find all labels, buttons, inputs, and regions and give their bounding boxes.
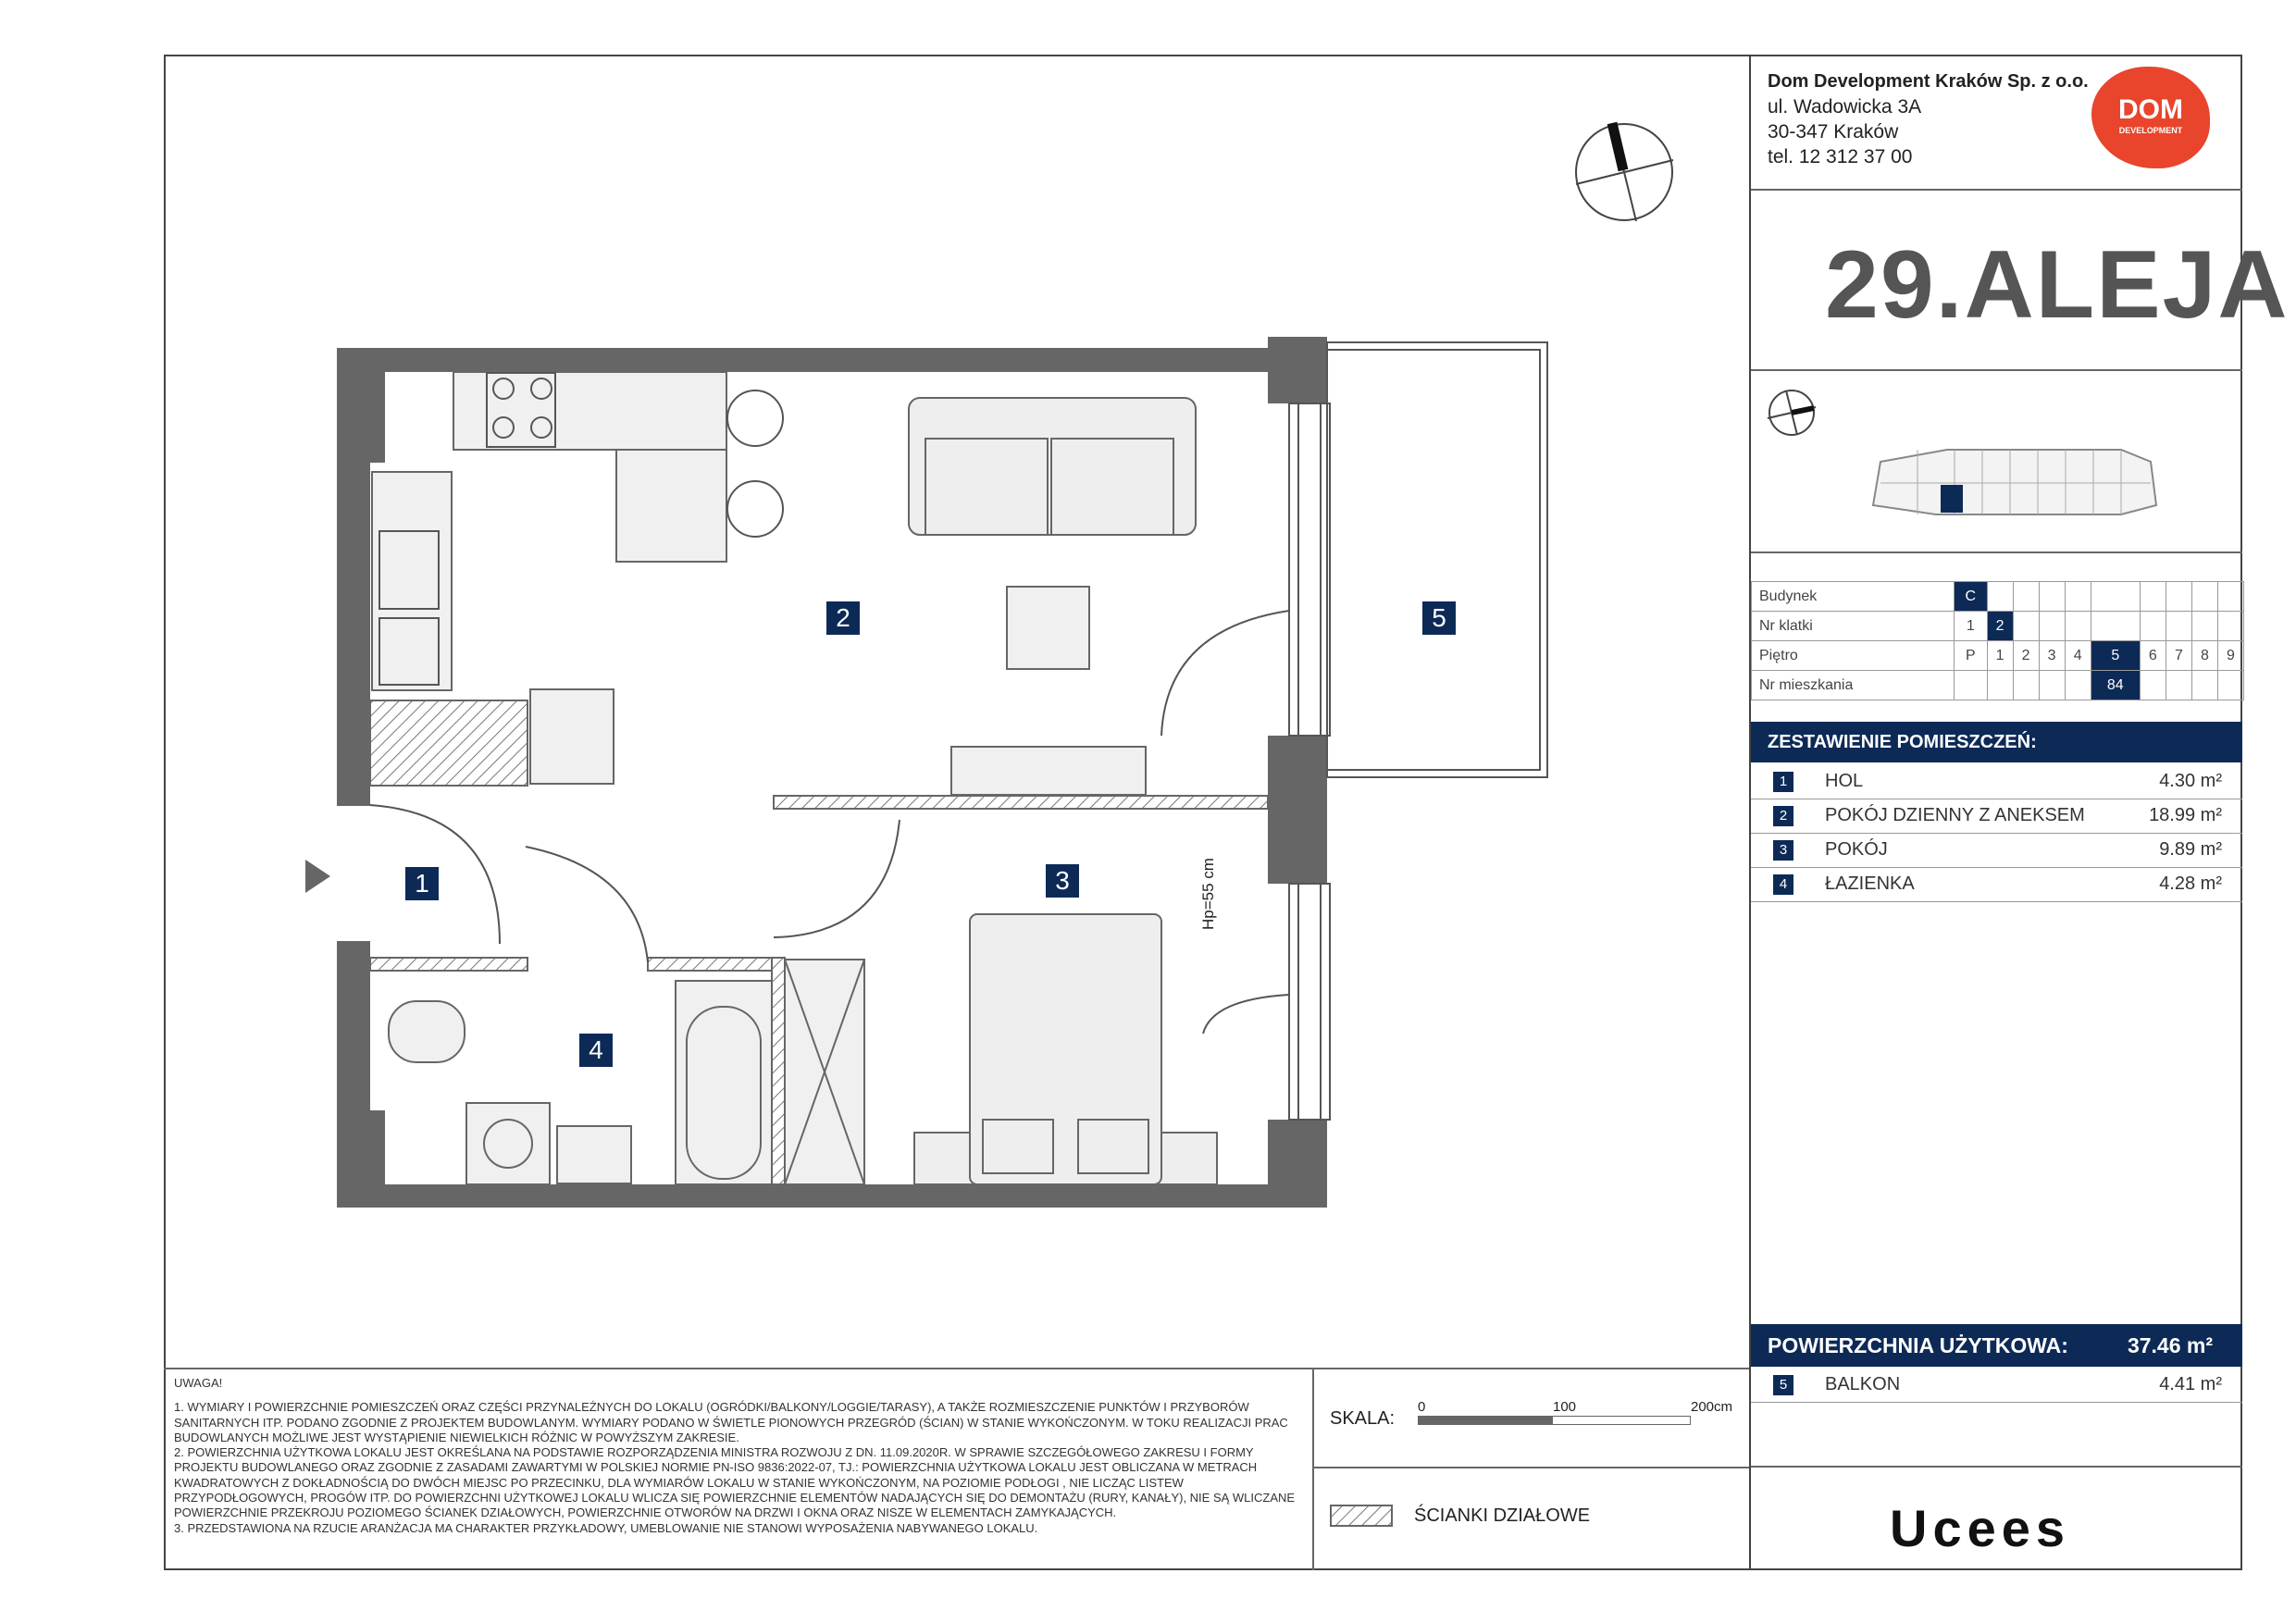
entrance-arrow-icon [305,860,330,893]
balcony [1327,342,1547,777]
scale-label: SKALA: [1330,1408,1396,1429]
plan-label-hol: 1 [405,867,439,900]
compass-small-icon [1768,390,1816,435]
plan-label-pokoj: 3 [1046,864,1079,898]
company-address [1768,69,2089,169]
ucees-logo: Ucees [1890,1499,2071,1557]
room-row: 4 ŁAZIENKA 4.28 m² [1751,868,2242,902]
note-1: 1. WYMIARY I POWIERZCHNIE POMIESZCZEŃ ORAZ CZĘŚCI PRZYNALEŻNYCH DO LOKALU (OGRÓDKI/BALKONY/LOGGIE/TARASY), A TAKŻE ROZMIESZCZENIE PUNKTÓW I PRZYBORÓW SANITARNYCH ITP. PODANO ZGODNIE Z PROJEKTEM BUDOWLANYM. WYMIARY PODANO W ŚWIETLE PIONOWYCH PRZEGRÓD (ŚCIAN) W STANIE WYKOŃCZONYM. W TOKU REALIZACJI PRAC BUDOWLANYCH MOŻLIWE JEST WYSTĄPIENIE NIEWIELKICH RÓŻNIC W POWYŻSZYM ZAKRESIE. [174,1400,1288,1444]
total-area-value: 37.46 m² [2127,1333,2213,1357]
company-name: Dom Development Kraków Sp. z o.o. [1768,71,2089,92]
scale-bar-filled [1418,1416,1552,1425]
company-phone: tel. 12 312 37 00 [1768,146,1913,167]
legend-label: ŚCIANKI DZIAŁOWE [1414,1505,1591,1526]
plan-label-pokoj-dzienny: 2 [826,601,860,635]
rooms-header: ZESTAWIENIE POMIESZCZEŃ: [1751,722,2242,762]
company-city: 30-347 Kraków [1768,121,1899,142]
building-key-plan [1751,374,2244,601]
budynek-value: C [1955,582,1988,612]
north-arrow-icon [1576,123,1673,221]
plan-label-lazienka: 4 [579,1034,613,1067]
window-height-note: Hp=55 cm [1199,858,1217,930]
total-area-label: POWIERZCHNIA UŻYTKOWA: [1768,1333,2068,1357]
dom-development-logo: DOM DEVELOPMENT [2091,67,2210,168]
room-row: 1 HOL 4.30 m² [1751,765,2242,799]
note-2: 2. POWIERZCHNIA UŻYTKOWA LOKALU JEST OKREŚLANA NA PODSTAWIE ROZPORZĄDZENIA MINISTRA ROZWOJU Z DN. 11.09.2020R. W SPRAWIE SZCZEGÓŁOWEGO ZAKRESU I FORMY PROJEKTU BUDOWLANEGO ORAZ ZGODNIE Z ZASADAMI ZAWARTYMI W POLSKIEJ NORMIE PN-ISO 9836:2022-07, TJ.: POWIERZCHNIA UŻYTKOWA LOKALU JEST OBLICZANA W METRACH KWADRATOWYCH Z DOKŁADNOŚCIĄ DO DWÓCH MIEJSC PO PRZECINKU, DLA WYMIARÓW LOKALU W STANIE WYKOŃCZONYM, NA POZIOMIE PODŁOGI , NIE LICZĄC LISTEW PRZYPODŁOGOWYCH, PROGÓW ITP. DO POWIERZCHNI UŻYTKOWEJ LOKALU WLICZA SIĘ POWIERZCHNIE ELEMENTÓW NADAJĄCYCH SIĘ DO DEMONTAŻU (RURY, KANAŁY), NIE SĄ WLICZANE POWIERZCHNIE PRZEKROJU POZIOMEGO ŚCIANEK DZIAŁOWYCH, POWIERZCHNIE OTWORÓW NA DRZWI I OKNA ORAZ NISZE W ELEMENTACH ZAMYKAJĄCYCH. [174,1445,1296,1520]
plan-label-balkon: 5 [1422,601,1456,635]
sofa [909,398,1196,535]
info-panel [1749,55,2290,1570]
room-row: 2 POKÓJ DZIENNY Z ANEKSEM 18.99 m² [1751,799,2242,834]
mieszkanie-value: 84 [2091,671,2140,700]
company-street: ul. Wadowicka 3A [1768,96,1922,118]
room-row: 3 POKÓJ 9.89 m² [1751,834,2242,868]
balcony-row: 5 BALKON 4.41 m² [1751,1369,2242,1403]
note-3: 3. PRZEDSTAWIONA NA RZUCIE ARANŻACJA MA CHARAKTER PRZYKŁADOWY, UMEBLOWANIE NIE STANOWI WYPOSAŻENIA NABYWANEGO LOKALU. [174,1520,1038,1535]
notes-block [174,1376,1298,1536]
total-area-bar [1751,1324,2242,1367]
project-logo-29-aleja: 29.ALEJA [1825,231,2290,339]
scale-bar-empty [1552,1416,1691,1425]
hatch-legend-icon [1330,1505,1395,1529]
notes-title: UWAGA! [174,1376,223,1390]
location-table: Budynek C Nr klatki 1 2 Piętro P 1 2 3 4 5 6 7 8 9 Nr mieszkania 84 [1751,581,2244,700]
bed [914,914,1217,1184]
